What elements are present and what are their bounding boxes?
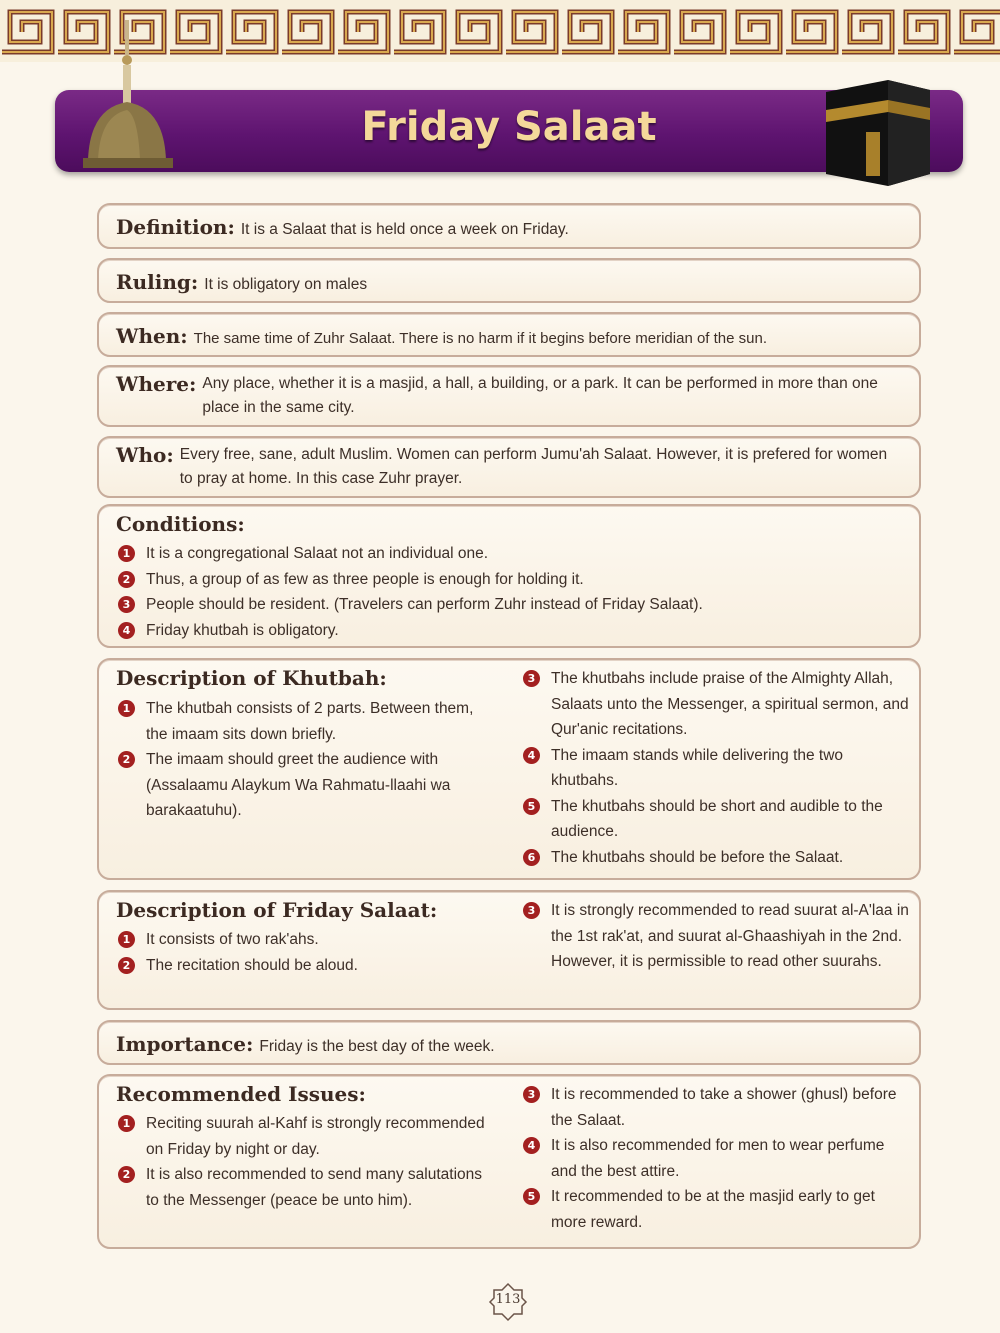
number-badge: 2 [118, 571, 135, 588]
importance-box [97, 1020, 921, 1065]
number-badge: 4 [523, 1137, 540, 1154]
list-item: 1 Reciting suurah al-Kahf is strongly recommended on Friday by night or day. [116, 1111, 496, 1162]
number-badge: 5 [523, 798, 540, 815]
number-badge: 4 [523, 747, 540, 764]
number-badge: 3 [523, 902, 540, 919]
list-item: 3 It is recommended to take a shower (ghusl) before the Salaat. [521, 1082, 911, 1133]
number-badge: 3 [118, 596, 135, 613]
where-text: Any place, whether it is a masjid, a hall, a building, or a park. It can be performed in more than one place in the same city. [202, 375, 878, 416]
number-badge: 5 [523, 1188, 540, 1205]
list-item: 3 It is strongly recommended to read suurat al-A'laa in the 1st rak'at, and suurat al-Ghaashiyah in the 2nd. However, it is permissible to read other suurahs. [521, 898, 911, 975]
friday-salaat-box [97, 890, 921, 1010]
list-item: 5 It recommended to be at the masjid early to get more reward. [521, 1184, 911, 1235]
list-item: 3 People should be resident. (Travelers can perform Zuhr instead of Friday Salaat). [116, 592, 909, 618]
when-box [97, 312, 921, 357]
mosque-dome-icon [78, 20, 178, 175]
list-item: 2 The imaam should greet the audience with (Assalaamu Alaykum Wa Rahmatu-llaahi wa barakaatuhu). [116, 747, 496, 824]
who-label: Who: [116, 443, 174, 467]
list-item: 4 It is also recommended for men to wear perfume and the best attire. [521, 1133, 911, 1184]
friday-salaat-label: Description of Friday Salaat: [116, 898, 438, 922]
number-badge: 2 [118, 1166, 135, 1183]
list-item: 1 The khutbah consists of 2 parts. Between them, the imaam sits down briefly. [116, 696, 496, 747]
list-item: 4 Friday khutbah is obligatory. [116, 618, 909, 644]
number-badge: 1 [118, 1115, 135, 1132]
list-item: 1 It consists of two rak'ahs. [116, 927, 496, 953]
importance-label: Importance: [116, 1032, 254, 1056]
number-badge: 4 [118, 622, 135, 639]
ruling-text: It is obligatory on males [204, 276, 368, 293]
definition-label: Definition: [116, 215, 235, 239]
conditions-box [97, 504, 921, 648]
list-item: 3 The khutbahs include praise of the Almighty Allah, Salaats unto the Messenger, a spiritual sermon, and Qur'anic recitations. [521, 666, 911, 743]
recommended-box [97, 1074, 921, 1249]
number-badge: 6 [523, 849, 540, 866]
where-box [97, 365, 921, 427]
number-badge: 3 [523, 670, 540, 687]
list-item: 5 The khutbahs should be short and audible to the audience. [521, 794, 911, 845]
page-title: Friday Salaat [361, 104, 657, 150]
list-item: 2 It is also recommended to send many salutations to the Messenger (peace be unto him). [116, 1162, 496, 1213]
list-item: 1 It is a congregational Salaat not an individual one. [116, 541, 909, 567]
who-text: Every free, sane, adult Muslim. Women can perform Jumu'ah Salaat. However, it is prefered for women to pray at home. In this case Zuhr prayer. [179, 446, 888, 487]
khutbah-box [97, 658, 921, 880]
when-label: When: [116, 324, 188, 348]
importance-text: Friday is the best day of the week. [259, 1038, 495, 1055]
list-item: 4 The imaam stands while delivering the two khutbahs. [521, 743, 911, 794]
definition-text: It is a Salaat that is held once a week on Friday. [240, 221, 569, 238]
where-label: Where: [116, 372, 197, 396]
number-badge: 1 [118, 931, 135, 948]
number-badge: 2 [118, 751, 135, 768]
khutbah-label: Description of Khutbah: [116, 666, 387, 690]
recommended-label: Recommended Issues: [116, 1082, 366, 1106]
page-number [488, 1282, 528, 1322]
list-item: 2 Thus, a group of as few as three people is enough for holding it. [116, 567, 909, 593]
number-badge: 2 [118, 957, 135, 974]
number-badge: 3 [523, 1086, 540, 1103]
ruling-box [97, 258, 921, 303]
definition-box [97, 203, 921, 249]
ruling-label: Ruling: [116, 270, 199, 294]
list-item: 2 The recitation should be aloud. [116, 953, 496, 979]
number-badge: 1 [118, 700, 135, 717]
when-text: The same time of Zuhr Salaat. There is no harm if it begins before meridian of the sun. [193, 330, 767, 347]
number-badge: 1 [118, 545, 135, 562]
who-box [97, 436, 921, 498]
page-number-text: 113 [495, 1292, 521, 1307]
kaaba-icon [818, 70, 936, 188]
list-item: 6 The khutbahs should be before the Salaat. [521, 845, 911, 871]
conditions-label: Conditions: [116, 512, 245, 536]
